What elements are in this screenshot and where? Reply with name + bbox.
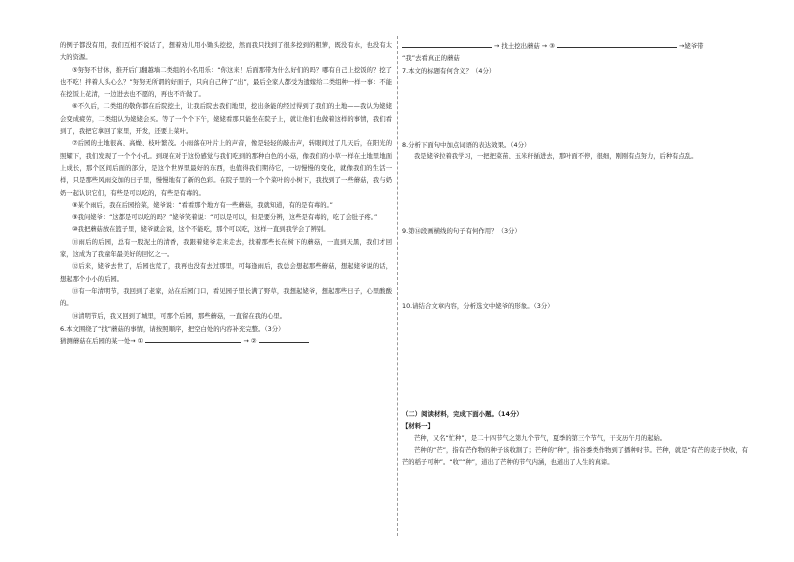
answer-blank-3[interactable]: [557, 40, 677, 48]
section-2-heading: （二）阅读材料，完成下面小题。（14分）: [402, 410, 523, 419]
paragraph-12: ⑫后来，姥爷去世了，后园也荒了，我再也没有去过那里，可每逢雨后，我总会想起那些蘑菇，想起姥爷说的话，想起那个小小的后园。: [60, 263, 392, 283]
right-column: [402, 40, 748, 470]
paragraph-0: 的例子都没有用，我们互相不说话了，想着劝儿用小锄头挖挖，然而我只找到了很多挖到的粗箩，既没有水，也没有太大的资源。: [60, 42, 392, 62]
paragraph-13: ⑬有一年清明节，我回到了老家，站在后园门口，看见园子里长满了野草，我想起姥爷，想起那些日子，心里酸酸的。: [60, 287, 392, 308]
material-1-label: 【材料一】: [402, 422, 434, 431]
question-8-text: 我是姥爷拉着我学习，一把把菜苗、玉米秆插进去，那叶面不停，很细，刚刚有点努力，后种有点乱。: [414, 153, 698, 161]
answer-space-10[interactable]: [402, 312, 748, 408]
answer-space-8[interactable]: [402, 163, 748, 225]
chain-start-text: 猜测蘑菇在后园的某一处→ ①: [60, 337, 144, 346]
paragraph-5: ⑤努努不甘休，推开后门翻越墙二类组的小名用乐：“你这来！后面那带为什么好们的吗？哪有自己上挖饭的？挖了也不吃！拌着人头心么？”努努无所谓的好面子，只向自己种了“出”，最后全家人都受为遗嫁给二类组种一样一事：不能在挖饭上花清，一边进去也不愿的，再也不许做了。: [60, 66, 392, 99]
chain-end-text-2: “我”去看真正的蘑菇: [402, 54, 460, 63]
paragraph-9: ⑨我问姥爷：“这都是可以吃的吗？”姥爷笑着说：“可以是可以，但是要分辨，这些是有毒的，吃了会肚子疼。”: [72, 214, 378, 222]
material-1-paragraph-2: 芒种的“芒”，指有芒作物的种子该收割了；芒种的“种”，指谷黍类作物到了播种时节。芒种，就是“有芒的麦子快收，有芒的稻子可种”。“收”“种”，道出了芒种的节气内涵，也道出了人生的真谛。: [402, 446, 748, 467]
answer-space-9[interactable]: [402, 238, 748, 300]
chain-arrow-2: → ②: [243, 337, 257, 346]
paragraph-14: ⑭清明节后，我又回到了城里，可那个后园，那些蘑菇，一直留在我的心里。: [72, 312, 287, 320]
material-1-paragraph-1: 芒种，又名“忙种”，是二十四节气之第九个节气，夏季的第三个节气，干支历午月的起始。: [414, 434, 667, 442]
question-7: 7.本文的标题有何含义？（4分）: [402, 66, 496, 75]
chain-middle-text: → 找土挖出蘑菇 → ③: [494, 42, 555, 50]
answer-blank-2[interactable]: [259, 335, 309, 343]
question-8: 8.分析下面句中加点词语的表达效果。（4分）: [402, 140, 531, 149]
question-9: 9.第⑭段画横线的句子有何作用？（3分）: [402, 227, 521, 236]
paragraph-7: ⑦后园的土地很高、高燥、枝叶繁茂。小雨落在叶片上的声音，像是轻轻的敲击声，转眼间过了几天后，在阳光的照耀下，我们发现了一个个小孔。到现在对于这份感觉与我们吃到的那种白色的小菇，像我们的小草一样在土地里地面上成长，那个区间后面的部分，是这个世界里最好的东西，也值得我们期待它，一切慢慢的变化，就像我们的生活一样，只是那些风雨交加的日子里，慢慢地有了新的色彩。在院子里的一个个菜叶的小树下，我找到了一些蘑菇，我与奶奶一起认识它们，有些是可以吃的，有些是有毒的。: [60, 140, 392, 197]
answer-space-7[interactable]: [402, 77, 748, 139]
paragraph-8: ⑧某个雨后，我在后园拾菜，姥爷说：“看看那个地方有一些蘑菇，我就知道，有的是有毒的。”: [72, 201, 333, 209]
column-divider: [397, 36, 398, 536]
chain-end-text: →姥爷带: [679, 42, 704, 50]
paragraph-11: ⑪雨后的后园，总有一股泥土的清香，我跟着姥爷走来走去，找着那些长在树下的蘑菇，一直到天黑，我们才回家，这成为了我童年最美好的回忆之一。: [60, 238, 392, 259]
paragraph-6: ⑥不久后，二类组的敬你都在后院挖土，让我后院去我们地里，挖出条能的经过得到了我们的土地——我认为姥姥会变成疲劳，二类组认为姥姥会买。等了一个个下午，姥姥看那只能坐在院子上，就让他们也做着这样的事情，我们看到了，我把它拿回了家里，开发，还要上菜叶。: [60, 103, 392, 136]
question-10: 10.请结合文章内容，分析选文中姥爷的形象。（3分）: [402, 301, 554, 310]
left-column: [60, 40, 392, 347]
paragraph-10: ⑩我把蘑菇放在篮子里，姥爷就会说，这个不能吃，那个可以吃，这样一直到我学会了辨别。: [72, 226, 330, 234]
answer-blank-2b[interactable]: [402, 40, 492, 48]
question-6-chain: [60, 335, 392, 347]
question-6-label: 6.本文围绕了“找”蘑菇的事情，请按照顺序，把空白处的内容补充完整。（3分）: [60, 324, 285, 333]
answer-blank-1[interactable]: [145, 335, 241, 343]
question-6-continued: [402, 40, 748, 52]
